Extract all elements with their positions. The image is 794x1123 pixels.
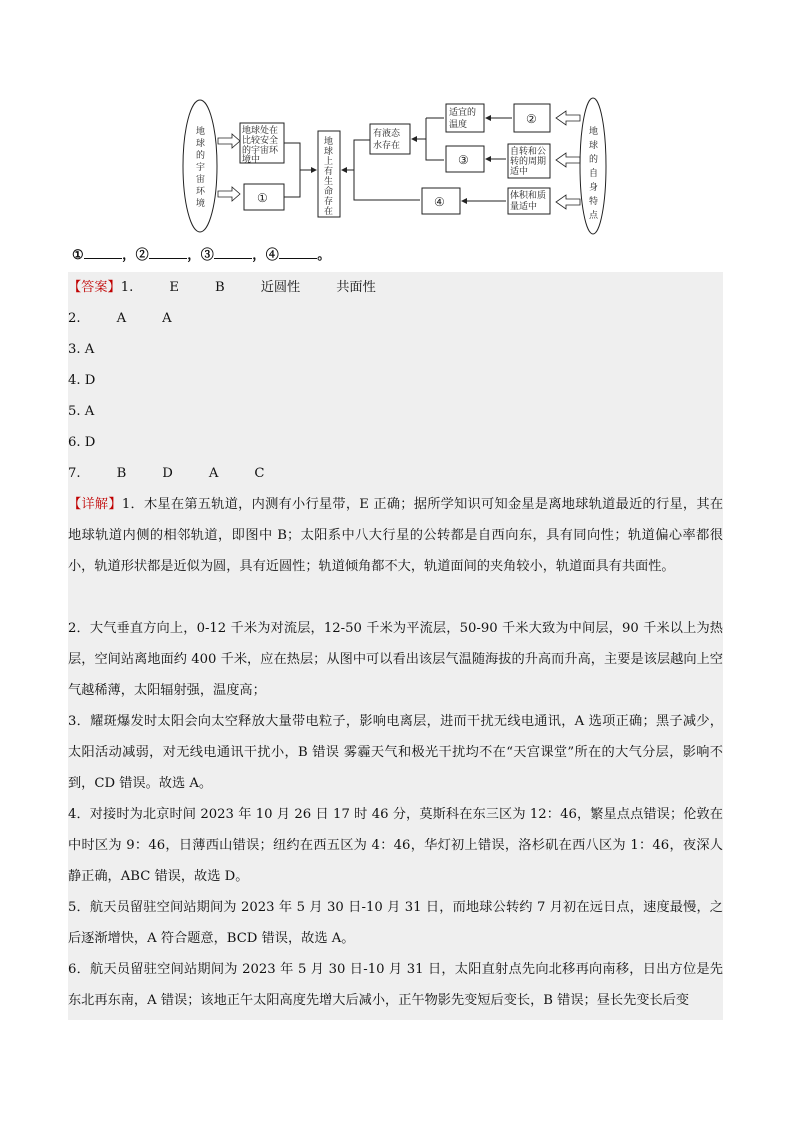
rot-text-2: 转的周期 [510, 157, 547, 167]
detail-paragraph-4: 4．对接时为北京时间 2023 年 10 月 26 日 17 时 46 分，莫斯科在东三区为 12：46，繁星点点错误；伦敦在中时区为 9：46，日薄西山错误；纽约在西五区为 4：46，华灯初上错误，洛杉矶在西八区为 1：46，夜深人静正确，ABC 错误，故选 D。 [68, 807, 723, 884]
blank-4-underline[interactable] [279, 246, 317, 259]
answer-line-5 [68, 396, 723, 427]
safe-env-text-3: 的宇宙环 [242, 146, 279, 156]
answer-item: D [162, 466, 173, 481]
detail-paragraph-5: 5．航天员留驻空间站期间为 2023 年 5 月 30 日-10 月 31 日，而地球公转约 7 月初在远日点，速度最慢，之后逐渐增快，A 符合题意，BCD 错误，故选 A。 [68, 900, 723, 946]
liquid-text-1: 有液态 [373, 129, 401, 139]
blank-4-num: ④ [265, 248, 280, 263]
answer-line-1 [68, 272, 723, 303]
answer-item: D [84, 373, 96, 388]
blank-2-num: ② [135, 248, 150, 263]
center-c8: 在 [324, 207, 334, 217]
answer-label: 【答案】 [68, 280, 121, 295]
center-c7: 存 [324, 197, 334, 207]
answer-item: B [116, 466, 127, 481]
blank-line [72, 244, 331, 263]
answer-item: A [116, 311, 127, 326]
center-c1: 地 [324, 137, 334, 147]
answer-item: 共面性 [336, 280, 376, 295]
answer-item: A [84, 404, 95, 419]
detail-paragraph-3: 3．耀斑爆发时太阳会向太空释放大量带电粒子，影响电离层，进而干扰无线电通讯，A 选项正确；黑子减少，太阳活动减弱，对无线电通讯干扰小，B 错误 雾霾天气和极光干扰均不在“天宫课堂”所在的大气分层，影响不到，CD 错误。故选 A。 [68, 714, 723, 791]
liquid-text-2: 水存在 [373, 141, 401, 151]
blank-4-label: ④ [434, 195, 445, 209]
answer-num: 4. [68, 373, 81, 388]
detail-p1-first: 1．木星在第五轨道，内测有小行星带，E 正确；据所学知识可知金星是离地球轨道最近的行星， [121, 497, 697, 512]
center-c2: 球 [324, 147, 334, 157]
right-c3: 的 [589, 155, 599, 165]
sep: ， [122, 248, 136, 263]
right-c1: 地 [589, 127, 599, 137]
right-c7: 点 [589, 211, 599, 221]
answer-num: 1. [120, 280, 134, 295]
answer-item: B [214, 280, 225, 295]
answer-item: E [169, 280, 179, 295]
answer-item: 近圆性 [260, 280, 301, 295]
vol-text-1: 体积和质 [510, 191, 547, 201]
answer-line-2 [68, 303, 723, 334]
detail-paragraph-6: 6．航天员留驻空间站期间为 2023 年 5 月 30 日-10 月 31 日，太阳直射点先向北移再向南移，日出方位是先东北再东南，A 错误；该地正午太阳高度先增大后减小，正午物影先变短后变长，B 错误；昼长先变长后变 [68, 962, 723, 1008]
blank-3-label: ③ [458, 153, 469, 167]
right-c2: 球 [589, 141, 599, 151]
answer-num: 5. [68, 404, 81, 419]
temp-text-1: 适宜的 [449, 108, 477, 118]
answer-item: A [208, 466, 219, 481]
answer-item: D [84, 435, 96, 450]
center-c6: 命 [324, 187, 334, 197]
answer-line-7 [68, 458, 723, 489]
detail-label: 【详解】 [68, 497, 122, 512]
answer-line-3 [68, 334, 723, 365]
blank-2-label: ② [526, 112, 537, 126]
rot-text-1: 自转和公 [510, 147, 547, 157]
right-c5: 身 [589, 183, 599, 193]
answer-line-6 [68, 427, 723, 458]
answer-num: 2. [68, 311, 81, 326]
answer-item: A [84, 342, 95, 357]
center-c3: 上 [324, 157, 334, 167]
blank-3-num: ③ [200, 248, 215, 263]
safe-env-text-1: 地球处在 [242, 126, 279, 136]
vol-text-2: 量适中 [510, 202, 538, 212]
sep: ， [252, 248, 266, 263]
safe-env-text-2: 比较安全 [242, 136, 279, 146]
center-c5: 生 [324, 177, 334, 187]
detail-p1-rest: 其在地球轨道内侧的相邻轨道，即图中 B；太阳系中八大行星的公转都是自西向东，具有同向性；轨道偏心率都很小，轨道形状都是近似为圆，具有近圆性；轨道倾角都不大，轨道面间的夹角较小，轨道面具有共面性。 [68, 497, 724, 574]
detail-paragraph-2: 2．大气垂直方向上，0-12 千米为对流层，12-50 千米为平流层，50-90 千米大致为中间层，90 千米以上为热层，空间站离地面约 400 千米，应在热层；从图中可以看出该层气温随海拔的升高而升高，主要是该层越向上空气越稀薄，太阳辐射强，温度高； [68, 621, 723, 698]
blank-3-underline[interactable] [214, 246, 252, 259]
answer-item: A [162, 311, 172, 326]
answer-item: C [254, 466, 265, 481]
blank-1-underline[interactable] [84, 246, 122, 259]
sep: ， [187, 248, 201, 263]
answer-num: 7. [68, 466, 81, 481]
center-c4: 有 [324, 167, 334, 177]
right-c6: 特 [589, 197, 599, 207]
safe-env-text-4: 境中 [242, 155, 261, 165]
right-c4: 自 [589, 169, 599, 179]
answer-num: 6. [68, 435, 81, 450]
answer-line-4 [68, 365, 723, 396]
answer-num: 3. [68, 342, 81, 357]
life-conditions-diagram [180, 96, 610, 236]
rot-text-3: 适中 [510, 167, 529, 177]
blank-1-num: ① [72, 248, 85, 263]
blank-1-label: ① [257, 191, 268, 205]
temp-text-2: 温度 [449, 120, 468, 130]
detail-paragraph-1 [68, 489, 723, 582]
cosmic-environment-label: 地球的宇宙环境 [196, 127, 206, 209]
end-mark: 。 [317, 248, 331, 263]
blank-2-underline[interactable] [149, 246, 187, 259]
